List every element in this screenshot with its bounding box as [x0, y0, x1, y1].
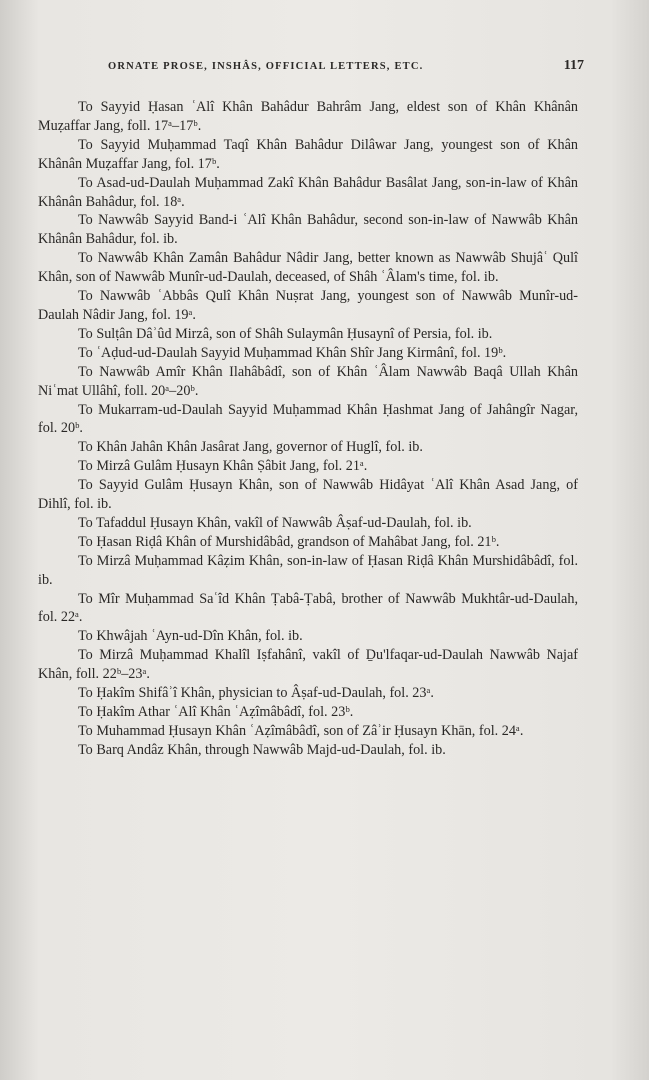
list-item: To ʿAḍud-ud-Daulah Sayyid Muḥammad Khân Shîr Jang Kirmânî, fol. 19ᵇ. — [78, 344, 507, 361]
list-item: To Ḥakîm Shifâʾî Khân, physician to Âṣaf-ud-Daulah, fol. 23ᵃ. — [78, 685, 434, 702]
letter-list — [38, 98, 578, 760]
list-item: To Nawwâb Khân Zamân Bahâdur Nâdir Jang, better known as Nawwâb Shujâʿ Qulî Khân, son of Nawwâb Munîr-ud-Daulah, deceased, of Shâh ʿÂlam's time, fol. ib. — [38, 250, 578, 286]
page-number: 117 — [563, 58, 584, 73]
list-item: To Mirzâ Gulâm Ḥusayn Khân Ṣâbit Jang, fol. 21ᵃ. — [78, 458, 368, 475]
list-item: To Sulṭân Dâʾûd Mirzâ, son of Shâh Sulaymân Ḥusaynî of Persia, fol. ib. — [78, 325, 493, 342]
list-item: To Muhammad Ḥusayn Khân ʿAẓîmâbâdî, son of Zâʾir Ḥusayn Khān, fol. 24ᵃ. — [78, 722, 524, 739]
list-item: To Mirzâ Muḥammad Kâẓim Khân, son-in-law of Ḥasan Riḍâ Khân Murshidâbâdî, fol. ib. — [38, 552, 578, 588]
page-header — [40, 58, 620, 74]
list-item: To Khwâjah ʿAyn-ud-Dîn Khân, fol. ib. — [78, 628, 303, 645]
list-item: To Mîr Muḥammad Saʿîd Khân Ṭabâ-Ṭabâ, brother of Nawwâb Mukhtâr-ud-Daulah, fol. 22ᵃ. — [38, 590, 578, 626]
list-item: To Nawwâb Amîr Khân Ilahâbâdî, son of Khân ʿÂlam Nawwâb Baqâ Ullah Khân Niʿmat Ullâhî, foll. 20ᵃ–20ᵇ. — [38, 363, 578, 399]
list-item: To Nawwâb Sayyid Band-i ʿAlî Khân Bahâdur, second son-in-law of Nawwâb Khân Khânân Bahâdur, fol. ib. — [38, 212, 578, 248]
list-item: To Nawwâb ʿAbbâs Qulî Khân Nuṣrat Jang, youngest son of Nawwâb Munîr-ud-Daulah Nâdir Jang, fol. 19ᵃ. — [38, 288, 578, 323]
list-item: To Khân Jahân Khân Jasârat Jang, governor of Huglî, fol. ib. — [78, 439, 423, 456]
list-item: To Sayyid Gulâm Ḥusayn Khân, son of Nawwâb Hidâyat ʿAlî Khân Asad Jang, of Dihlî, fol. ib. — [38, 477, 578, 513]
list-item: To Tafaddul Ḥusayn Khân, vakîl of Nawwâb Âṣaf-ud-Daulah, fol. ib. — [78, 514, 472, 531]
running-head: ORNATE PROSE, INSHÂS, OFFICIAL LETTERS, ETC. — [108, 61, 424, 72]
list-item: To Sayyid Ḥasan ʿAlî Khân Bahâdur Bahrâm Jang, eldest son of Khân Khânân Muẓaffar Jang, foll. 17ᵃ–17ᵇ. — [38, 99, 578, 134]
list-item: To Ḥakîm Athar ʿAlî Khân ʿAẓîmâbâdî, fol. 23ᵇ. — [78, 704, 354, 720]
list-item: To Mukarram-ud-Daulah Sayyid Muḥammad Khân Ḥashmat Jang of Jahângîr Nagar, fol. 20ᵇ. — [38, 401, 578, 437]
list-item: To Asad-ud-Daulah Muḥammad Zakî Khân Bahâdur Basâlat Jang, son-in-law of Khân Khânân Bahâdur, fol. 18ᵃ. — [38, 174, 578, 210]
list-item: To Sayyid Muḥammad Taqî Khân Bahâdur Dilâwar Jang, youngest son of Khân Khânân Muẓaffar Jang, fol. 17ᵇ. — [38, 136, 578, 172]
list-item: To Mirzâ Muḥammad Khalîl Iṣfahânî, vakîl of Ḏu'lfaqar-ud-Daulah Nawwâb Najaf Khân, foll. 22ᵇ–23ᵃ. — [38, 647, 578, 683]
list-item: To Barq Andâz Khân, through Nawwâb Majd-ud-Daulah, fol. ib. — [78, 741, 446, 758]
list-item: To Ḥasan Riḍâ Khân of Murshidâbâd, grandson of Mahâbat Jang, fol. 21ᵇ. — [78, 533, 500, 550]
